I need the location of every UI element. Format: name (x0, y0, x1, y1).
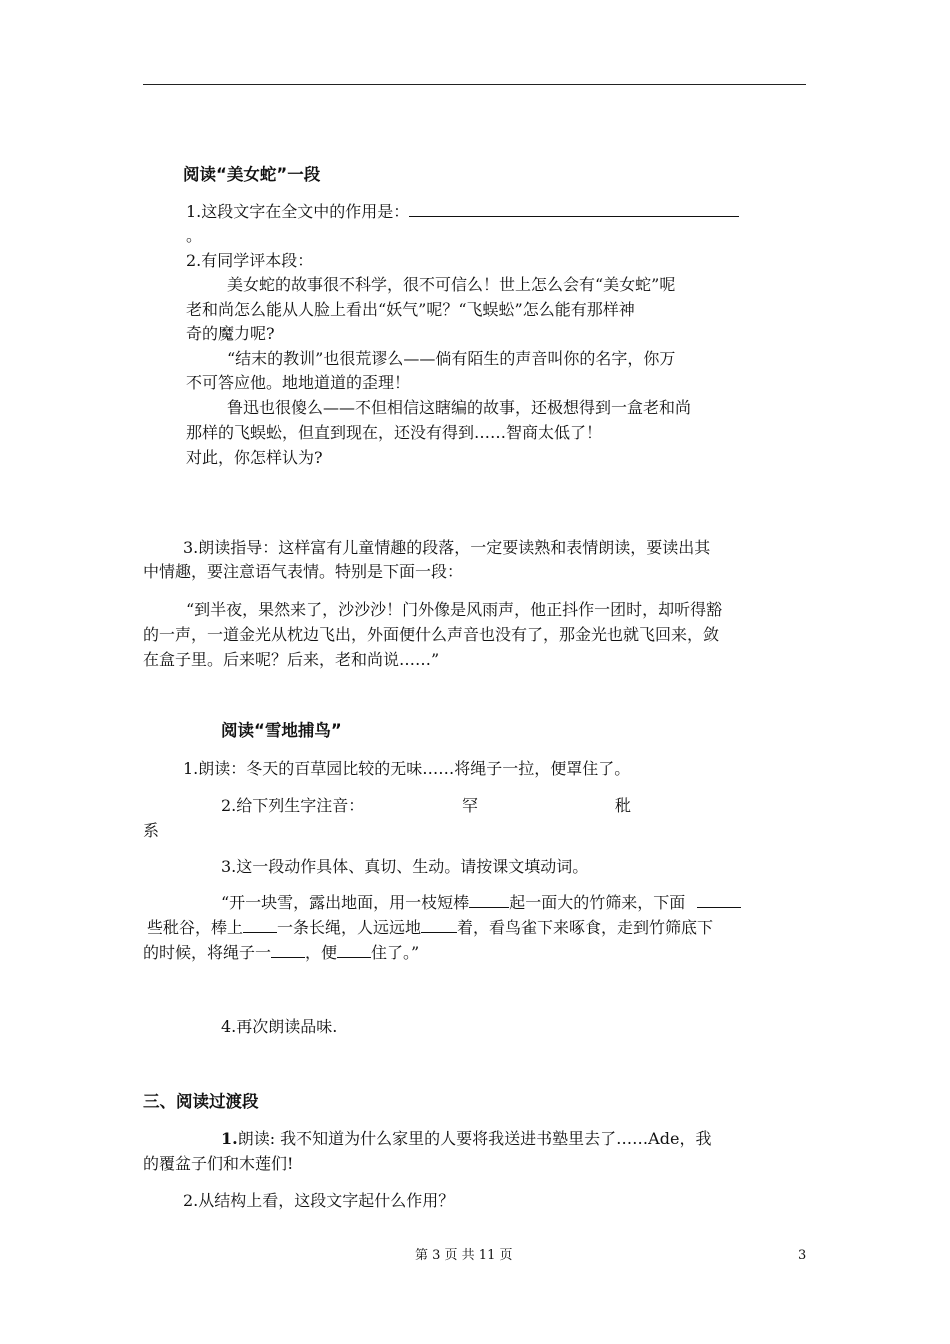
header-rule (143, 84, 806, 85)
fill-text: 的时候，将绳子一 (143, 943, 272, 962)
answer-blank (409, 202, 739, 217)
heading-guodu: 三、阅读过渡段 (143, 1092, 259, 1111)
fill-text: 些秕谷，棒上 (147, 918, 244, 937)
xuedi-question-3: 3.这一段动作具体、真切、生动。请按课文填动词。 (221, 857, 589, 876)
question-3-line1: 3.朗读指导：这样富有儿童情趣的段落，一定要读熟和表情朗读，要读出其 (183, 538, 711, 557)
fill-blank-1 (469, 893, 509, 908)
question-3-line2: 中情趣，要注意语气表情。特别是下面一段： (143, 562, 464, 581)
fill-blank-3 (243, 918, 277, 933)
fill-text: 起一面大的竹筛来，下面 (509, 893, 686, 912)
heading-xuedi: 阅读“雪地捕鸟” (221, 721, 342, 740)
heading-meinvshe: 阅读“美女蛇”一段 (183, 165, 321, 184)
comment-p1-line2: 老和尚怎么能从人脸上看出“妖气”呢？“飞蜈蚣”怎么能有那样神 (186, 300, 635, 319)
comment-p3-line1: 鲁迅也很傻么——不但相信这瞎编的故事，还极想得到一盒老和尚 (227, 398, 692, 417)
guodu-question-2: 2.从结构上看，这段文字起什么作用？ (183, 1191, 455, 1210)
phonetic-char-3: 系 (143, 821, 160, 840)
quote-line2: 的一声，一道金光从枕边飞出，外面便什么声音也没有了，那金光也就飞回来，敛 (143, 625, 720, 644)
quote-line3: 在盒子里。后来呢？后来，老和尚说……” (143, 650, 440, 669)
fill-text: “开一块雪，露出地面，用一枝短棒 (221, 893, 470, 912)
xuedi-question-2: 2.给下列生字注音： (221, 796, 365, 815)
guodu-question-1-text: 朗读: 我不知道为什么家里的人要将我送进书塾里去了……Ade，我 (237, 1129, 712, 1148)
comment-p3-line2: 那样的飞蜈蚣，但直到现在，还没有得到……智商太低了！ (186, 423, 603, 442)
guodu-question-1-number: 1. (221, 1129, 238, 1148)
question-2: 2.有同学评本段： (186, 251, 314, 270)
fill-blank-4 (421, 918, 457, 933)
footer-page-number: 3 (798, 1248, 807, 1263)
fill-line2 (147, 918, 713, 938)
fill-text: 着，看鸟雀下来啄食，走到竹筛底下 (457, 918, 714, 937)
footer-page-label: 第 3 页 共 11 页 (415, 1248, 513, 1263)
xuedi-question-4: 4.再次朗读品味. (221, 1017, 338, 1036)
comment-p2-line2: 不可答应他。地地道道的歪理！ (186, 373, 411, 392)
question-1 (186, 202, 739, 222)
fill-blank-6 (337, 943, 371, 958)
phonetic-char-1: 罕 (462, 796, 479, 815)
guodu-question-1 (221, 1129, 711, 1149)
fill-blank-2 (697, 893, 741, 908)
quote-line1: “到半夜，果然来了，沙沙沙！门外像是风雨声，他正抖作一团时，却听得豁 (186, 600, 723, 619)
question-1-text: 1.这段文字在全文中的作用是： (186, 202, 410, 221)
phonetic-char-2: 秕 (615, 796, 632, 815)
question-1-end: 。 (186, 226, 203, 245)
fill-text: ，便 (305, 943, 338, 962)
fill-text: 一条长绳，人远远地 (277, 918, 422, 937)
fill-line3 (143, 943, 419, 963)
comment-p1-line3: 奇的魔力呢? (186, 324, 275, 343)
fill-text: 住了。” (371, 943, 420, 962)
guodu-question-1-line2: 的覆盆子们和木莲们! (143, 1154, 294, 1173)
comment-p1-line1: 美女蛇的故事很不科学，很不可信么！世上怎么会有“美女蛇”呢 (227, 275, 676, 294)
fill-line1 (221, 893, 741, 913)
comment-question: 对此，你怎样认为? (186, 448, 323, 467)
xuedi-question-1: 1.朗读：冬天的百草园比较的无味……将绳子一拉，便罩住了。 (183, 759, 631, 778)
fill-blank-5 (271, 943, 305, 958)
comment-p2-line1: “结末的教训”也很荒谬么——倘有陌生的声音叫你的名字，你万 (227, 349, 676, 368)
